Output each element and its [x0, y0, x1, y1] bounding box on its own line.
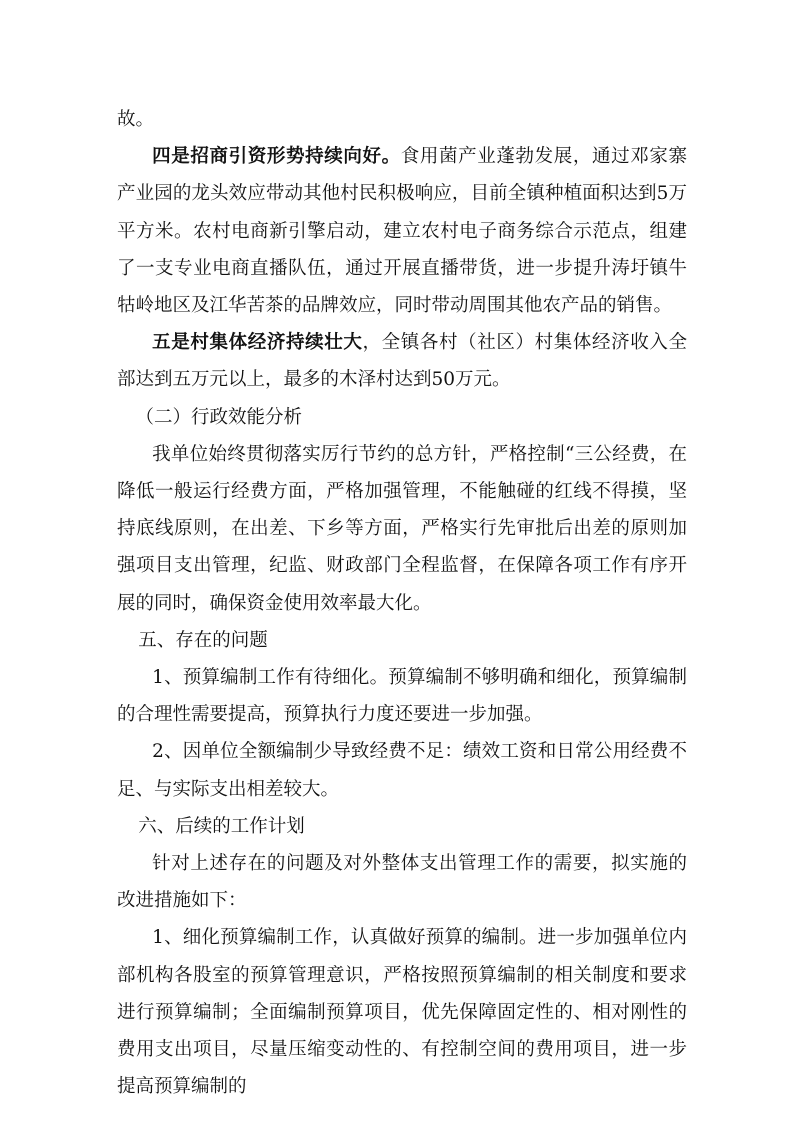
paragraph-plan-intro: 针对上述存在的问题及对外整体支出管理工作的需要，拟实施的改进措施如下： [117, 853, 687, 912]
paragraph-problem-1: 1、预算编制工作有待细化。预算编制不够明确和细化，预算编制的合理性需要提高，预算执行力度还要进一步加强。 [117, 667, 687, 726]
paragraph-efficiency: 我单位始终贯彻落实厉行节约的总方针，严格控制“三公经费，在降低一般运行经费方面，严格加强管理，不能触碰的红线不得摸，坚持底线原则，在出差、下乡等方面，严格实行先审批后出差的原则加强项目支出管理，纪监、财政部门全程监督，在保障各项工作有序开展的同时，确保资金使用效率最大化。 [117, 443, 687, 614]
section-heading: 六、后续的工作计划 [138, 815, 305, 837]
paragraph-problem-2: 2、因单位全额编制少导致经费不足：绩效工资和日常公用经费不足、与实际支出相差较大。 [117, 741, 687, 800]
paragraph-investment [117, 138, 687, 324]
section-heading: （二）行政效能分析 [135, 406, 303, 428]
paragraph-continuation: 故。 [117, 109, 155, 130]
paragraph-text: 食用菌产业蓬勃发展，通过邓家寨产业园的龙头效应带动其他村民积极响应，目前全镇种植面积达到5万平方米。农村电商新引擎启动，建立农村电子商务综合示范点，组建了一支专业电商直播队伍，通过开展直播带货，进一步提升涛圩镇牛牯岭地区及江华苦茶的品牌效应，同时带动周围其他农产品的销售。 [117, 146, 687, 317]
paragraph-lead: 四是招商引资形势持续向好。 [152, 146, 401, 168]
section-heading: 五、存在的问题 [138, 629, 268, 651]
paragraph-text: ，全镇各村（社区）村集体经济收入全部达到五万元以上，最多的木泽村达到50万元。 [117, 332, 687, 391]
paragraph-plan-1: 1、细化预算编制工作，认真做好预算的编制。进一步加强单位内部机构各股室的预算管理意识，严格按照预算编制的相关制度和要求进行预算编制；全面编制预算项目，优先保障固定性的、相对刚性的费用支出项目，尽量压缩变动性的、有控制空间的费用项目，进一步提高预算编制的 [117, 927, 687, 1098]
paragraph-collective-economy [117, 324, 687, 398]
document-body [117, 101, 687, 1105]
paragraph-lead: 五是村集体经济持续壮大 [152, 332, 363, 354]
